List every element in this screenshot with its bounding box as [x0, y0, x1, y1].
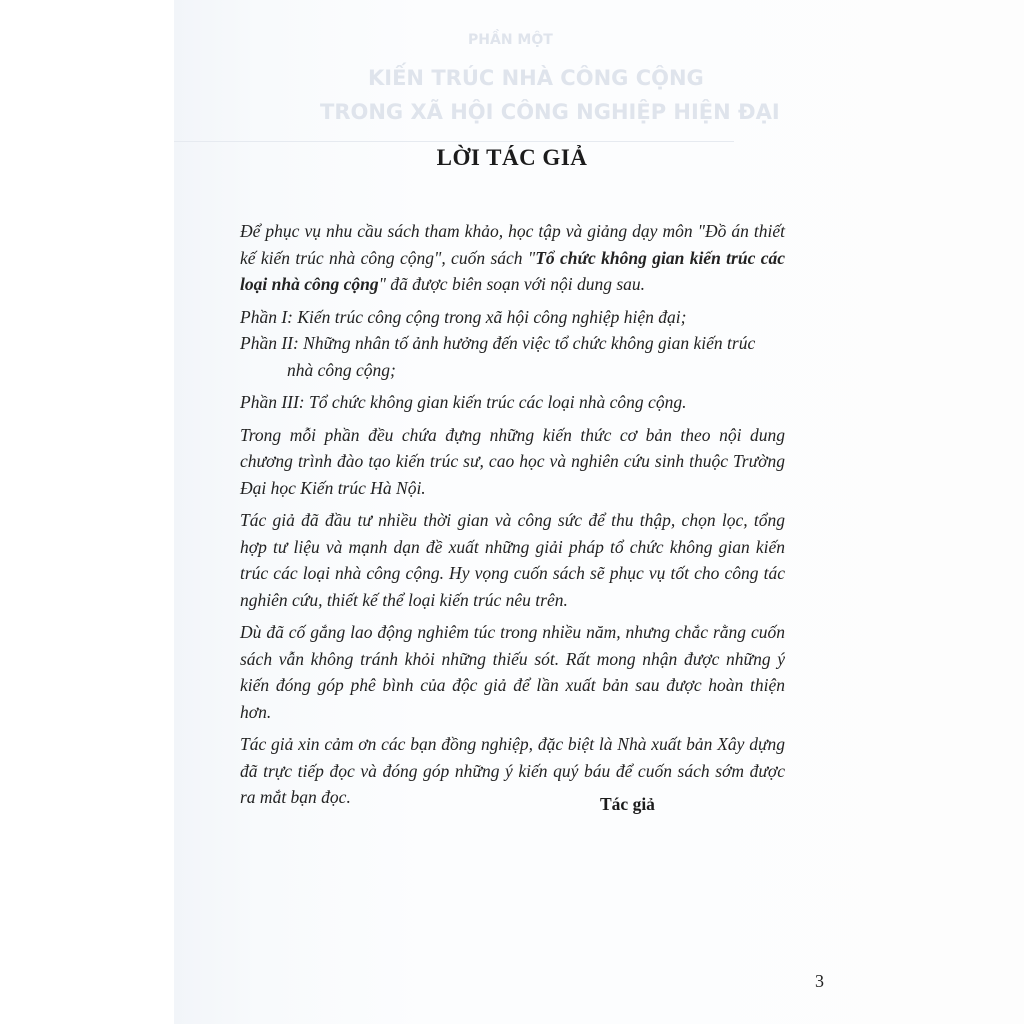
preface-body — [240, 218, 785, 817]
intro-text: Để phục vụ nhu cầu sách tham khảo, học tập và giảng dạy môn "Đồ án thiết kế kiến trúc nhà công cộng", cuốn sách " — [240, 221, 785, 268]
paragraph-feedback: Dù đã cố gắng lao động nghiêm túc trong nhiều năm, nhưng chắc rằng cuốn sách vẫn không tránh khỏi những thiếu sót. Rất mong nhận được những ý kiến đóng góp phê bình của độc giả để lần xuất bản sau được hoàn thiện hơn. — [240, 622, 785, 722]
bleed-through-heading-small: PHẦN MỘT — [468, 32, 553, 48]
bleed-through-rule — [174, 141, 734, 142]
page-number: 3 — [815, 971, 824, 991]
part-2-line-2-text: nhà công cộng; — [287, 359, 396, 380]
part-2-line-1: Phần II: Những nhân tố ảnh hưởng đến việc tổ chức không gian kiến trúc — [240, 333, 756, 353]
signature: Tác giả — [600, 794, 655, 814]
paragraph-curriculum: Trong mỗi phần đều chứa đựng những kiến thức cơ bản theo nội dung chương trình đào tạo kiến trúc sư, cao học và nghiên cứu sinh thuộc Trường Đại học Kiến trúc Hà Nội. — [240, 424, 785, 498]
book-title: Tổ chức không gian kiến trúc các loại nhà công cộng — [240, 247, 785, 294]
part-1: Phần I: Kiến trúc công cộng trong xã hội công nghiệp hiện đại; — [240, 306, 687, 327]
part-3: Phần III: Tổ chức không gian kiến trúc các loại nhà công cộng. — [240, 392, 687, 412]
bleed-through-heading-line2: TRONG XÃ HỘI CÔNG NGHIỆP HIỆN ĐẠI — [320, 100, 780, 124]
intro-end: " đã được biên soạn với nội dung sau. — [378, 274, 646, 294]
paragraph-thanks: Tác giả xin cảm ơn các bạn đồng nghiệp, đặc biệt là Nhà xuất bản Xây dựng đã trực tiếp đọc và đóng góp những ý kiến quý báu để cuốn sách sớm được ra mắt bạn đọc. — [240, 734, 785, 807]
part-2-line-2 — [240, 357, 785, 384]
bleed-through-heading-line1: KIẾN TRÚC NHÀ CÔNG CỘNG — [368, 66, 704, 90]
paragraph-effort: Tác giả đã đầu tư nhiều thời gian và công sức để thu thập, chọn lọc, tổng hợp tư liệu và mạnh dạn đề xuất những giải pháp tổ chức không gian kiến trúc các loại nhà công cộng. Hy vọng cuốn sách sẽ phục vụ tốt cho công tác nghiên cứu, thiết kế thể loại kiến trúc nêu trên. — [240, 510, 785, 610]
page-title: LỜI TÁC GIẢ — [436, 145, 588, 170]
paragraph-intro — [240, 218, 785, 298]
